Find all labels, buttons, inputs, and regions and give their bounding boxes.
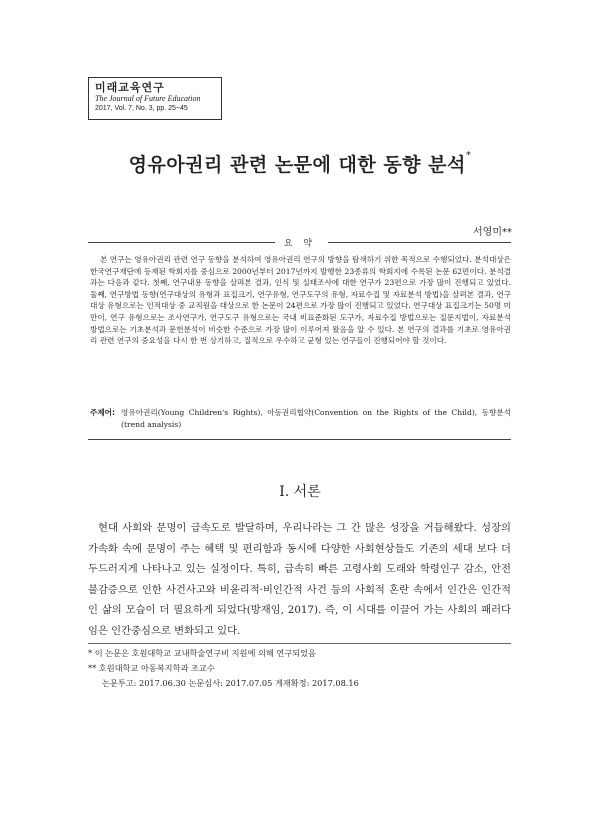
footnote-submission-dates: 논문투고: 2017.06.30 논문심사: 2017.07.05 게재확정: 2017.08.16 bbox=[102, 678, 359, 688]
footnote-funding: * 이 논문은 호원대학교 교내학술연구비 지원에 의해 연구되었음 bbox=[88, 648, 316, 658]
footnote-rule bbox=[88, 643, 511, 644]
section-heading-introduction: Ⅰ. 서론 bbox=[279, 484, 321, 500]
footnotes-block bbox=[88, 646, 511, 691]
abstract-bottom-rule bbox=[88, 439, 511, 440]
title-footnote-mark: * bbox=[465, 150, 472, 161]
journal-volume-info: 2017, Vol. 7, No. 3, pp. 25~45 bbox=[95, 105, 188, 112]
abstract-top-rule-right bbox=[328, 242, 511, 243]
paper-title-text: 영유아권리 관련 논문에 대한 동향 분석 bbox=[128, 154, 466, 176]
journal-name-korean: 미래교육연구 bbox=[95, 81, 165, 94]
footnote-author-affiliation: ** 호원대학교 아동복지학과 조교수 bbox=[88, 663, 215, 673]
abstract-heading: 요 약 bbox=[275, 236, 325, 249]
author-name: 서영미** bbox=[473, 227, 512, 238]
keywords-text: 영유아권리(Young Children's Rights), 아동권리협약(Convention on the Rights of the Child), 동향분석(trend analysis) bbox=[121, 408, 511, 429]
journal-name-english: The Journal of Future Education bbox=[95, 94, 201, 103]
abstract-text: 본 연구는 영유아권리 관련 연구 동향을 분석하여 영유아권리 연구의 방향을 탐색하기 위한 목적으로 수행되었다. 분석대상은 한국연구재단에 등재된 학회지를 중심으로 2000년부터 2017년까지 발행한 23종류의 학회지에 수록된 논문 62편이다. 분석결과는 다음과 같다. 첫째, 연구내용 동향을 살펴본 결과, 인식 및 실태조사에 대한 연구가 23편으로 가장 많이 진행되고 있었다. 둘째, 연구방법 동향(연구대상의 유형과 표집크기, 연구유형, 연구도구의 유형, 자료수집 및 자료분석 방법)을 살펴본 결과, 연구대상 유형으로는 인적대상 중 교직원을 대상으로 한 논문이 24편으로 가장 많이 진행되고 있었다. 연구대상 표집크기는 50명 미만이, 연구 유형으로는 조사연구가, 연구도구 유형으로는 국내 비표준화된 도구가, 자료수집 방법으로는 질문지법이, 자료분석 방법으로는 기초분석과 문헌분석이 비슷한 수준으로 가장 많이 이루어져 왔음을 알 수 있다. 본 연구의 결과를 기초로 영유아권리 관련 연구의 중요성을 다시 한 번 상기하고, 질적으로 우수하고 균형 있는 연구들이 진행되어야 할 것이다. bbox=[90, 255, 511, 346]
introduction-paragraph: 현대 사회와 문명이 급속도로 발달하며, 우리나라는 그 간 많은 성장을 거듭해왔다. 성장의 가속화 속에 문명이 주는 혜택 및 편리함과 동시에 다양한 사회현상들도 기존의 세대 보다 더 두드러지게 나타나고 있는 실정이다. 특히, 급속히 빠른 고령사회 도래와 학령인구 감소, 안전 불감증으로 인한 사건사고와 비윤리적·비인간적 사건 등의 사회적 혼란 속에서 인간은 인간적인 삶의 모습이 더 필요하게 되었다(방재임, 2017). 즉, 이 시대를 이끌어 가는 사회의 패러다임은 인간중심으로 변화되고 있다. bbox=[88, 522, 511, 637]
journal-header-box bbox=[88, 77, 222, 120]
keywords-block bbox=[90, 407, 511, 430]
keywords-label: 주제어: bbox=[90, 408, 116, 417]
paper-title bbox=[0, 150, 600, 177]
